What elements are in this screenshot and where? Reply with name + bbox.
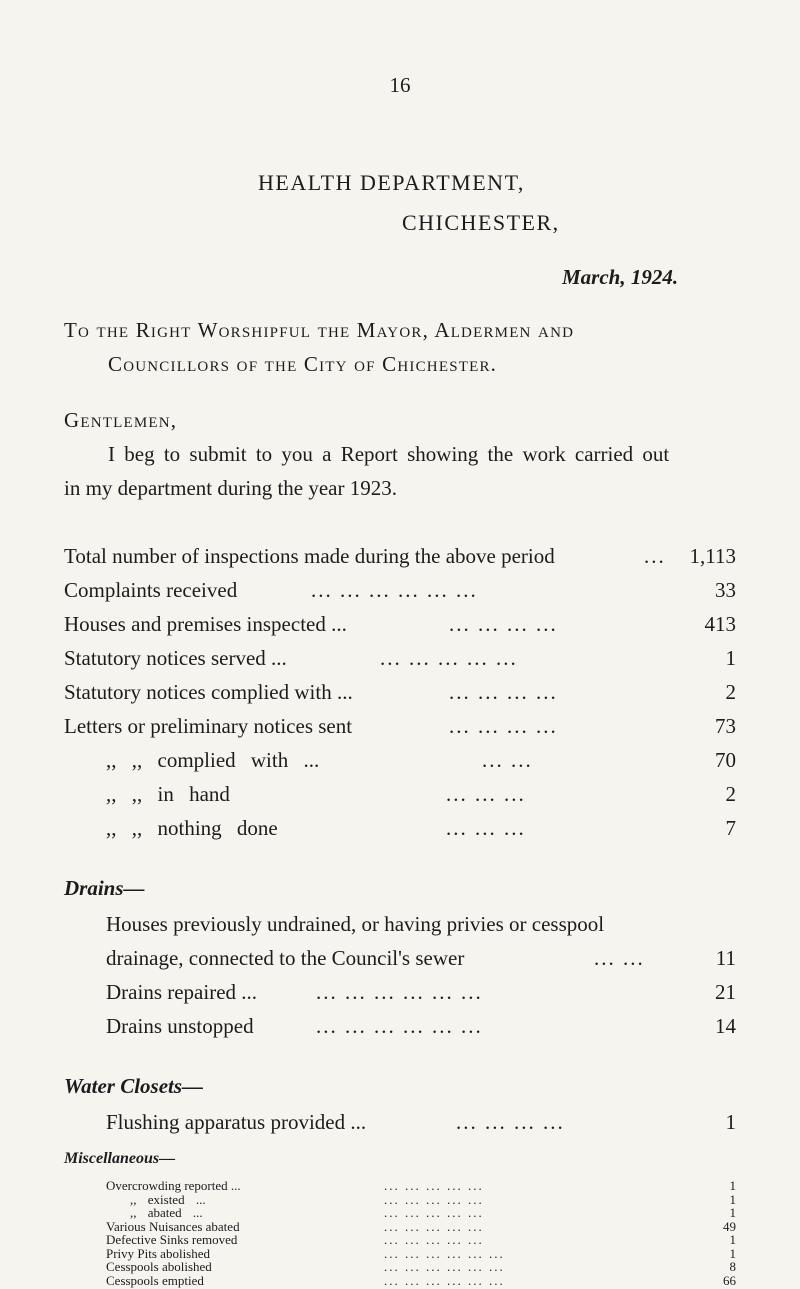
leader-dots: ... ... ... ... ... ... [316,1014,483,1038]
stat-value: 7 [725,816,736,840]
stat-row [106,980,736,1006]
stat-row [106,1259,736,1273]
leader-dots: ... ... ... ... [449,612,558,636]
stat-row [106,1219,736,1233]
stat-value: 14 [715,1014,736,1038]
stat-label: ,, ,, in hand [106,782,230,806]
leader-dots: ... ... ... ... ... [384,1205,484,1220]
leader-dots: ... ... ... ... ... [384,1178,484,1193]
stat-label: Cesspools abolished [106,1259,212,1274]
leader-dots: ... ... ... ... ... [384,1218,484,1234]
stat-value: 1 [729,1178,736,1193]
stat-label: Statutory notices served ... [64,646,287,670]
leader-dots: ... ... [594,946,645,970]
stat-label: ,, ,, complied with ... [106,748,320,772]
stat-row [64,578,736,604]
stat-row [64,680,736,706]
stat-value: 11 [715,946,736,970]
water-closets-heading: Water Closets— [64,1074,204,1098]
city-heading: CHICHESTER, [402,210,560,235]
stat-value: 2 [725,680,736,704]
stat-label: Drains unstopped [106,1014,254,1038]
leader-dots: ... ... ... ... ... ... [384,1259,505,1274]
stat-row [106,1273,736,1287]
stat-row [64,612,736,638]
stat-row [64,714,736,740]
stat-row [106,1178,736,1192]
leader-dots: ... ... ... [446,782,526,806]
stat-label: Defective Sinks removed [106,1232,238,1247]
leader-dots: ... ... ... ... [449,680,558,704]
leader-dots: ... [644,544,666,568]
stat-label: Drains repaired ... [106,980,258,1004]
stat-value: 413 [704,612,736,636]
intro-line-2: in my department during the year 1923. [64,476,397,500]
address-line-2: Councillors of the City of Chichester. [108,352,498,376]
stat-value: 1 [729,1245,736,1261]
stat-value: 1,113 [689,544,736,568]
stat-row [106,946,736,972]
stat-row [106,1014,736,1040]
stat-value: 49 [723,1218,736,1234]
address-line-1: To the Right Worshipful the Mayor, Aldermen and [64,318,575,342]
stat-row [106,748,736,774]
stat-value: 1 [725,1110,736,1134]
page-number: 16 [389,73,411,97]
stat-value: 1 [729,1205,736,1220]
leader-dots: ... ... ... ... ... [384,1232,484,1247]
stat-label: Flushing apparatus provided ... [106,1110,367,1134]
leader-dots: ... ... ... ... ... ... [384,1272,505,1288]
stat-label: Privy Pits abolished [106,1245,211,1261]
stat-value: 1 [725,646,736,670]
stat-row [106,782,736,808]
leader-dots: ... ... ... [446,816,526,840]
stat-row [64,544,736,570]
leader-dots: ... ... ... ... [456,1110,565,1134]
stat-label: ,, abated ... [130,1205,203,1220]
leader-dots: ... ... ... ... [449,714,558,738]
stat-value: 1 [729,1191,736,1207]
stat-row [106,1246,736,1260]
stat-label: Total number of inspections made during the above period [64,544,555,568]
stat-label: ,, existed ... [130,1191,206,1207]
leader-dots: ... ... [482,748,533,772]
intro-line-1: I beg to submit to you a Report showing the work carried out [108,442,670,466]
stat-row [106,1205,736,1219]
stat-row [106,1110,736,1136]
salutation: Gentlemen, [64,408,178,432]
stat-label: Letters or preliminary notices sent [64,714,353,738]
stat-label: Overcrowding reported ... [106,1178,241,1193]
stat-value: 21 [715,980,736,1004]
leader-dots: ... ... ... ... ... ... [384,1245,505,1261]
drains-intro-line: Houses previously undrained, or having privies or cesspool [106,912,605,936]
department-heading: HEALTH DEPARTMENT, [258,170,525,195]
stat-label: Cesspools emptied [106,1272,204,1288]
stat-label: Statutory notices complied with ... [64,680,353,704]
stat-value: 1 [729,1232,736,1247]
stat-value: 73 [715,714,736,738]
leader-dots: ... ... ... ... ... ... [316,980,483,1004]
stat-label: Complaints received [64,578,238,602]
stat-row [106,1192,736,1206]
stat-label: Houses and premises inspected ... [64,612,347,636]
stat-value: 70 [715,748,736,772]
stat-row [106,816,736,842]
stat-label: ,, ,, nothing done [106,816,278,840]
drains-heading: Drains— [64,876,145,900]
stat-label: Various Nuisances abated [106,1218,240,1234]
leader-dots: ... ... ... ... ... [380,646,518,670]
miscellaneous-heading: Miscellaneous— [64,1150,176,1167]
stat-label: drainage, connected to the Council's sewer [106,946,465,970]
stat-value: 8 [729,1259,736,1274]
stat-row [64,646,736,672]
leader-dots: ... ... ... ... ... [384,1191,484,1207]
stat-value: 66 [723,1272,736,1288]
stat-value: 2 [725,782,736,806]
leader-dots: ... ... ... ... ... ... [311,578,478,602]
stat-row [106,1232,736,1246]
report-date: March, 1924. [562,265,679,289]
stat-value: 33 [715,578,736,602]
